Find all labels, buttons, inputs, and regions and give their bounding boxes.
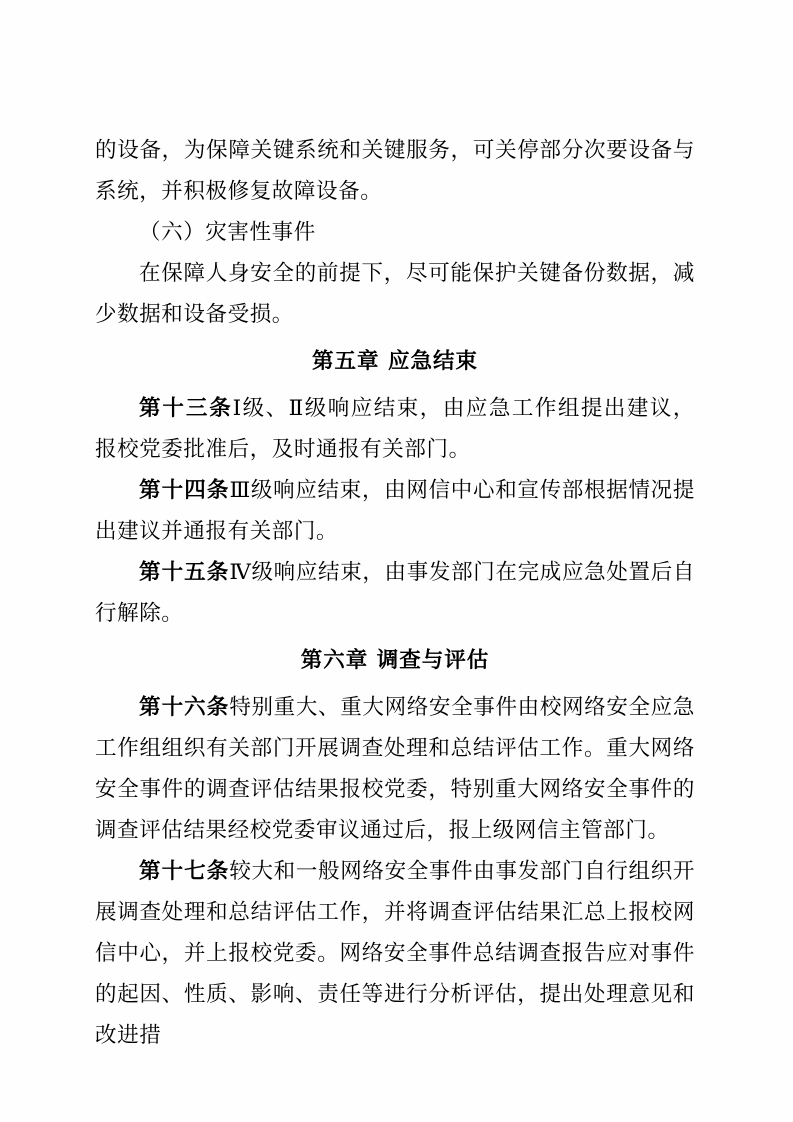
document-body — [95, 130, 695, 1056]
clause-seventeen-label: 第十七条 — [139, 859, 230, 884]
clause-thirteen-text: Ⅰ级、Ⅱ级响应结束，由应急工作组提出建议，报校党委批准后，及时通报有关部门。 — [95, 396, 695, 462]
clause-fourteen-text: Ⅲ级响应结束，由网信中心和宣传部根据情况提出建议并通报有关部门。 — [95, 478, 695, 544]
clause-sixteen-text: 特别重大、重大网络安全事件由校网络安全应急工作组组织有关部门开展调查处理和总结评估工作。重大网络安全事件的调查评估结果报校党委，特别重大网络安全事件的调查评估结果经校党委审议通过后，报上级网信主管部门。 — [95, 695, 695, 843]
clause-fourteen — [95, 470, 695, 552]
paragraph-item-six-disaster: （六）灾害性事件 — [139, 220, 316, 245]
clause-thirteen — [95, 388, 695, 470]
clause-fourteen-label: 第十四条 — [139, 478, 230, 503]
paragraph-continued-equipment: 的设备，为保障关键系统和关键服务，可关停部分次要设备与系统，并积极修复故障设备。 — [95, 138, 695, 204]
clause-seventeen-text: 较大和一般网络安全事件由事发部门自行组织开展调查处理和总结评估工作，并将调查评估结果汇总上报校网信中心，并上报校党委。网络安全事件总结调查报告应对事件的起因、性质、影响、责任等进行分析评估，提出处理意见和改进措 — [95, 859, 695, 1048]
clause-fifteen — [95, 552, 695, 634]
clause-fifteen-label: 第十五条 — [139, 560, 230, 585]
clause-fifteen-text: Ⅳ级响应结束，由事发部门在完成应急处置后自行解除。 — [95, 560, 695, 626]
clause-sixteen-label: 第十六条 — [139, 695, 230, 720]
heading-chapter-six: 第六章 调查与评估 — [300, 648, 490, 673]
heading-chapter-five: 第五章 应急结束 — [312, 349, 478, 374]
clause-thirteen-label: 第十三条 — [139, 396, 233, 421]
clause-seventeen — [95, 851, 695, 1056]
paragraph-disaster-body: 在保障人身安全的前提下，尽可能保护关键备份数据，减少数据和设备受损。 — [95, 261, 695, 327]
clause-sixteen — [95, 687, 695, 851]
